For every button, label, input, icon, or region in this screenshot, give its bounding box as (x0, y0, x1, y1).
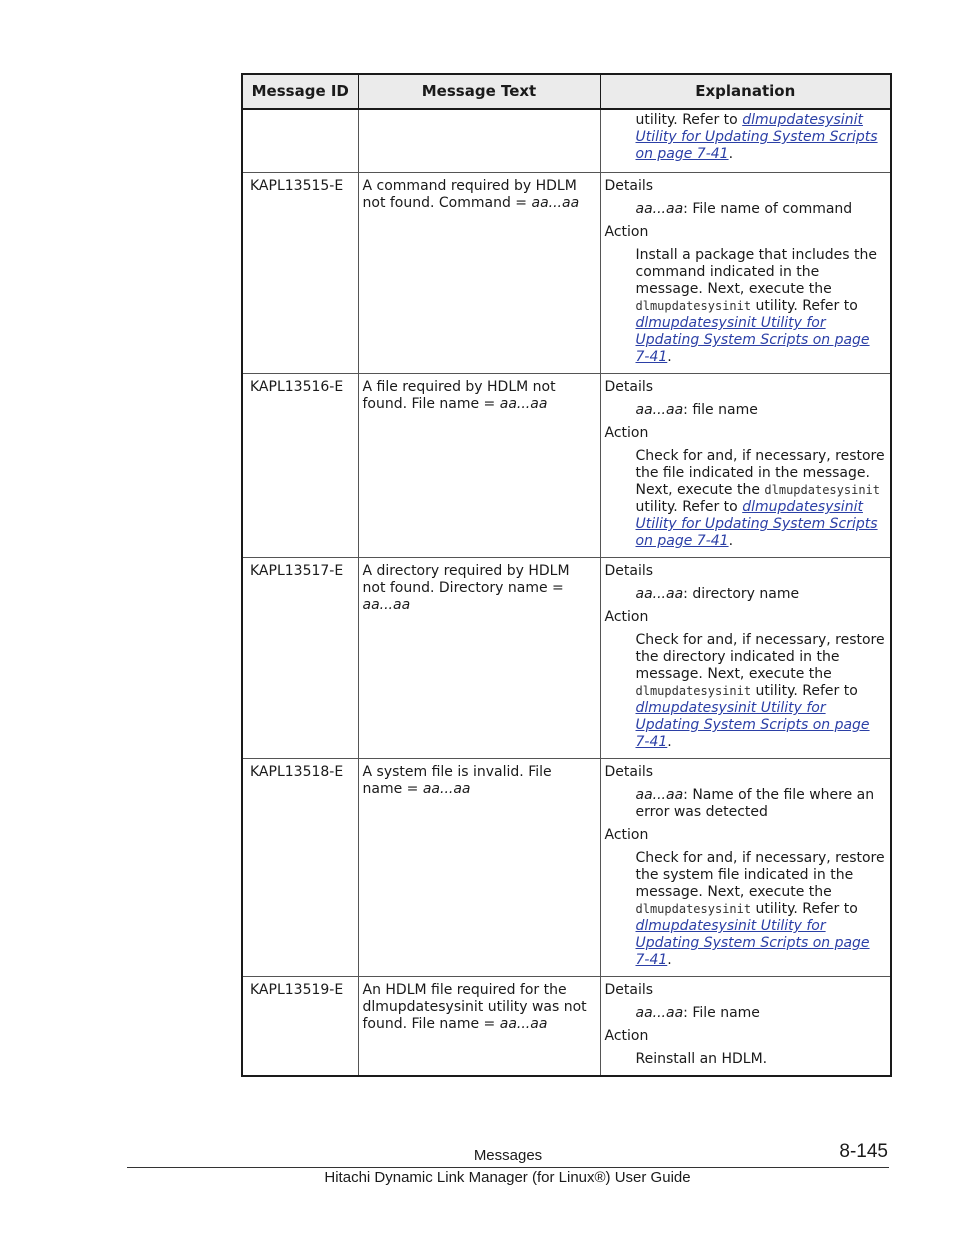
action-text: Check for and, if necessary, restore the directory indicated in the message. Next, execute the dlmupdatesysinit utility. Refer to dlmupdatesysinit Utility for Updating System Scripts on page 7-41. (635, 632, 885, 750)
explanation-cell (600, 374, 891, 558)
details-label: Details (604, 178, 654, 194)
cross-reference-link[interactable]: dlmupdatesysinit Utility for Updating System Scripts on page 7-41 (635, 918, 870, 968)
command-name: dlmupdatesysinit (764, 483, 880, 497)
explanation-cell (600, 173, 891, 374)
action-text: Check for and, if necessary, restore the system file indicated in the message. Next, execute the dlmupdatesysinit utility. Refer to dlmupdatesysinit Utility for Updating System Scripts on page 7-41. (635, 850, 885, 968)
messages-table (241, 73, 892, 1077)
message-text: A directory required by HDLM not found. Directory name = aa...aa (358, 558, 600, 759)
command-name: dlmupdatesysinit (635, 299, 752, 313)
details-text: aa...aa: file name (635, 402, 758, 418)
page-number: 8-145 (839, 1141, 888, 1162)
details-label: Details (604, 563, 654, 579)
table-row (242, 759, 891, 977)
message-id: KAPL13518-E (242, 759, 358, 977)
details-text: aa...aa: directory name (635, 586, 800, 602)
action-label: Action (604, 827, 649, 843)
cross-reference-link[interactable]: dlmupdatesysinit Utility for Updating System Scripts on page 7-41 (635, 112, 878, 162)
explanation-cell (600, 558, 891, 759)
message-id: KAPL13515-E (242, 173, 358, 374)
action-text: Reinstall an HDLM. (635, 1051, 768, 1067)
action-label: Action (604, 609, 649, 625)
table-row (242, 977, 891, 1077)
details-label: Details (604, 982, 654, 998)
header-message-text: Message Text (358, 74, 600, 109)
table-row (242, 173, 891, 374)
action-text: Check for and, if necessary, restore the file indicated in the message. Next, execute the dlmupdatesysinit utility. Refer to dlmupdatesysinit Utility for Updating System Scripts on page 7-41. (635, 448, 885, 549)
footer-section-title: Messages (473, 1147, 543, 1164)
message-id: KAPL13517-E (242, 558, 358, 759)
message-text: A file required by HDLM not found. File name = aa...aa (358, 374, 600, 558)
details-label: Details (604, 764, 654, 780)
action-text: Install a package that includes the command indicated in the message. Next, execute the dlmupdatesysinit utility. Refer to dlmupdatesysinit Utility for Updating System Scripts on page 7-41. (635, 247, 877, 365)
footer-divider (127, 1167, 889, 1168)
cross-reference-link[interactable]: dlmupdatesysinit Utility for Updating System Scripts on page 7-41 (635, 315, 870, 365)
table-header-row (242, 74, 891, 109)
footer-guide-title: Hitachi Dynamic Link Manager (for Linux®) User Guide (324, 1169, 691, 1186)
continuation-text: utility. Refer to (635, 112, 743, 128)
details-text: aa...aa: File name (635, 1005, 760, 1021)
header-explanation: Explanation (600, 74, 891, 109)
table-row (242, 558, 891, 759)
explanation-cell (600, 977, 891, 1077)
explanation-cell (600, 759, 891, 977)
message-id: KAPL13516-E (242, 374, 358, 558)
command-name: dlmupdatesysinit (635, 684, 752, 698)
command-name: dlmupdatesysinit (635, 902, 752, 916)
details-label: Details (604, 379, 654, 395)
message-text: A system file is invalid. File name = aa...aa (358, 759, 600, 977)
message-id: KAPL13519-E (242, 977, 358, 1077)
details-text: aa...aa: File name of command (635, 201, 853, 217)
explanation-cell: utility. Refer to dlmupdatesysinit Utility for Updating System Scripts on page 7-41. (600, 109, 891, 173)
action-label: Action (604, 425, 649, 441)
header-message-id: Message ID (242, 74, 358, 109)
action-label: Action (604, 224, 649, 240)
cross-reference-link[interactable]: dlmupdatesysinit Utility for Updating System Scripts on page 7-41 (635, 700, 870, 750)
empty-cell (358, 109, 600, 173)
details-text: aa...aa: Name of the file where an error was detected (635, 787, 875, 820)
action-label: Action (604, 1028, 649, 1044)
message-text: A command required by HDLM not found. Command = aa...aa (358, 173, 600, 374)
table-row-continuation (242, 109, 891, 173)
message-text: An HDLM file required for the dlmupdatesysinit utility was not found. File name = aa...aa (358, 977, 600, 1077)
cross-reference-link[interactable]: dlmupdatesysinit Utility for Updating System Scripts on page 7-41 (635, 499, 878, 549)
empty-cell (242, 109, 358, 173)
table-row (242, 374, 891, 558)
